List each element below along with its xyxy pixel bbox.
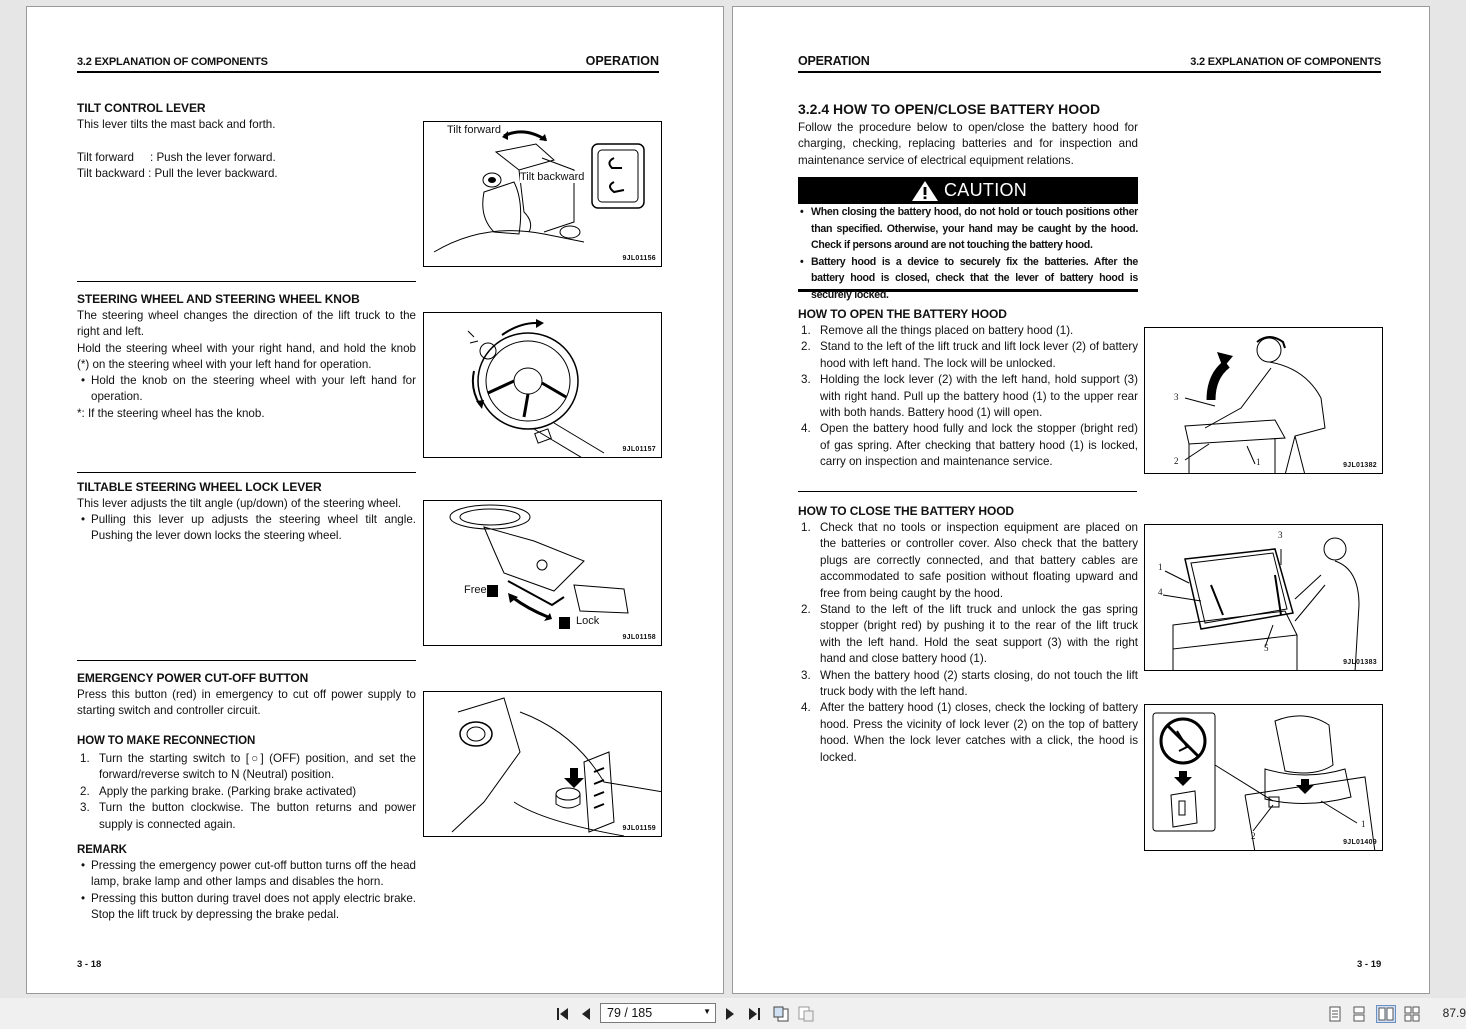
- list-item: • When closing the battery hood, do not hold or touch positions other than specified. Otherwise, your hand may be caught by the hood. Check if persons around are not touching the battery hood.: [800, 206, 1138, 252]
- tiltable-body: This lever adjusts the tilt angle (up/down) of the steering wheel.: [77, 497, 402, 510]
- list-item: 3. Turn the button clockwise. The button returns and power supply is connected again.: [80, 801, 416, 831]
- caution-banner: [798, 177, 1138, 204]
- page-number-field[interactable]: 79 / 185 ▼: [600, 1003, 716, 1023]
- go-forward-view-icon[interactable]: [797, 1006, 815, 1022]
- header-section: 3.2 EXPLANATION OF COMPONENTS: [1190, 56, 1381, 68]
- tiltable-title: TILTABLE STEERING WHEEL LOCK LEVER: [77, 480, 322, 494]
- figure-id: 9JL01159: [622, 825, 656, 832]
- reconnection-steps: [77, 751, 416, 833]
- emergency-figure: [423, 691, 662, 837]
- chevron-down-icon[interactable]: ▼: [703, 1007, 711, 1016]
- left-page: [26, 6, 724, 994]
- tiltable-bullets: [77, 512, 416, 545]
- section-title: 3.2.4 HOW TO OPEN/CLOSE BATTERY HOOD: [798, 101, 1101, 117]
- remark-list: [77, 858, 416, 924]
- callout-number: 4: [1158, 587, 1163, 597]
- list-item: 3. When the battery hood (2) starts closing, do not touch the lift truck body with the left hand.: [801, 668, 1138, 699]
- tiltable-figure: [423, 500, 662, 646]
- caution-text: [798, 204, 1138, 301]
- header-section: 3.2 EXPLANATION OF COMPONENTS: [77, 56, 268, 68]
- tilt-lever-title: TILT CONTROL LEVER: [77, 101, 206, 115]
- list-item: • Pressing this button during travel does not apply electric brake. Stop the lift truck by depressing the brake pedal.: [81, 891, 416, 922]
- callout-number: 2: [1174, 456, 1179, 466]
- right-page: [732, 6, 1430, 994]
- header-chapter: OPERATION: [585, 54, 659, 68]
- list-item: 2. Stand to the left of the lift truck and unlock the gas spring stopper (bright red) by pushing it to the rear of the lift truck with the left hand. Hold the seat support (3) with the right hand and close battery hood (1).: [801, 603, 1138, 666]
- remark-title: REMARK: [77, 844, 127, 856]
- list-item: 3. Holding the lock lever (2) with the left hand, hold support (3) with right hand. Pull up the battery hood (1) to the upper rear with both hands. Battery hood (1) will open.: [801, 373, 1138, 420]
- divider: [798, 491, 1137, 492]
- callout-number: 2: [1251, 831, 1256, 841]
- divider: [77, 472, 416, 473]
- list-item: 1. Turn the starting switch to [○] (OFF) position, and set the forward/reverse switch to N (Neutral) position.: [80, 752, 416, 782]
- reconnection-title: HOW TO MAKE RECONNECTION: [77, 735, 256, 747]
- list-item: 1. Remove all the things placed on battery hood (1).: [801, 324, 1074, 337]
- callout-number: 1: [1361, 819, 1366, 829]
- continuous-facing-view-icon[interactable]: [1404, 1006, 1420, 1022]
- steering-p1: The steering wheel changes the direction of the lift truck to the right and left.: [77, 309, 416, 339]
- steering-title: STEERING WHEEL AND STEERING WHEEL KNOB: [77, 292, 360, 306]
- lock-lever-figure: [1144, 704, 1383, 851]
- warning-icon: [911, 180, 939, 202]
- single-page-view-icon[interactable]: [1328, 1006, 1342, 1022]
- first-page-icon[interactable]: [556, 1007, 570, 1021]
- next-page-icon[interactable]: [724, 1007, 736, 1021]
- tilt-forward-text: Tilt forward : Push the lever forward.: [77, 151, 276, 164]
- free-label: Free: [464, 584, 487, 596]
- figure-id: 9JL01156: [622, 255, 656, 262]
- divider: [77, 660, 416, 661]
- previous-page-icon[interactable]: [580, 1007, 592, 1021]
- emergency-title: EMERGENCY POWER CUT-OFF BUTTON: [77, 671, 309, 685]
- figure-id: 9JL01383: [1343, 659, 1377, 666]
- list-item: • Pulling this lever up adjusts the steering wheel tilt angle. Pushing the lever down locks the steering wheel.: [81, 513, 416, 543]
- open-hood-figure: [1144, 327, 1383, 474]
- emergency-body: Press this button (red) in emergency to cut off power supply to starting switch and controller circuit.: [77, 688, 416, 718]
- tilt-backward-text: Tilt backward : Pull the lever backward.: [77, 167, 278, 180]
- tilt-lever-figure: [423, 121, 662, 267]
- steering-note: *: If the steering wheel has the knob.: [77, 407, 265, 420]
- tilt-backward-label: Tilt backward: [520, 171, 585, 183]
- steering-p2: Hold the steering wheel with your right hand, and hold the knob (*) on the steering wheel with your left hand for operation.: [77, 342, 416, 372]
- figure-id: 9JL01382: [1343, 462, 1377, 469]
- list-item: 2. Apply the parking brake. (Parking brake activated): [80, 784, 357, 798]
- open-hood-title: HOW TO OPEN THE BATTERY HOOD: [798, 307, 1007, 321]
- list-item: 4. Open the battery hood fully and lock the stopper (bright red) of gas spring. After checking that battery hood (1) is locked, carry on inspection and maintenance service.: [801, 422, 1138, 469]
- steering-figure: [423, 312, 662, 458]
- tilt-lever-body: This lever tilts the mast back and forth.: [77, 118, 276, 131]
- callout-number: 1: [1158, 562, 1163, 572]
- callout-number: 1: [1256, 457, 1261, 467]
- lock-label: Lock: [576, 615, 600, 627]
- tilt-forward-label: Tilt forward: [447, 124, 501, 136]
- viewer-toolbar: [0, 998, 1466, 1029]
- caution-label: CAUTION: [944, 180, 1028, 200]
- close-hood-steps: [798, 520, 1138, 766]
- section-intro: Follow the procedure below to open/close the battery hood for charging, checking, replacing batteries and for inspection and maintenance service of electrical equipment relations.: [798, 121, 1138, 167]
- close-hood-figure: [1144, 524, 1383, 671]
- list-item: • Battery hood is a device to securely fix the batteries. After the battery hood is closed, check that the lever of battery hood is securely locked.: [800, 255, 1138, 301]
- continuous-view-icon[interactable]: [1352, 1006, 1366, 1022]
- list-item: 4. After the battery hood (1) closes, check the locking of battery hood. Press the vicinity of lock lever (2) on the top of battery hood. When the lock lever catches with a click, the hood is locked.: [801, 701, 1138, 764]
- list-item: • Pressing the emergency power cut-off button turns off the head lamp, brake lamp and other lamps and disables the horn.: [81, 859, 416, 889]
- steering-bullets: [77, 373, 416, 406]
- list-item: 1. Check that no tools or inspection equipment are placed on the batteries or controller cover. Also check that the battery plugs are correctly connected, and that battery cables are accommodated to safe position without floating upward and free from being caught by the hood.: [801, 521, 1138, 600]
- close-hood-title: HOW TO CLOSE THE BATTERY HOOD: [798, 504, 1014, 518]
- page-header: [798, 53, 1381, 73]
- page-number: 3 - 19: [1357, 959, 1382, 970]
- figure-id: 9JL01157: [622, 446, 656, 453]
- facing-pages-view-icon[interactable]: [1376, 1005, 1396, 1023]
- header-chapter: OPERATION: [798, 54, 870, 68]
- go-back-view-icon[interactable]: [772, 1006, 790, 1022]
- callout-number: 3: [1174, 392, 1179, 402]
- divider: [77, 281, 416, 282]
- list-item: • Hold the knob on the steering wheel with your left hand for operation.: [81, 374, 416, 404]
- callout-number: 3: [1278, 530, 1283, 540]
- figure-id: 9JL01409: [1343, 839, 1377, 846]
- list-item: 2. Stand to the left of the lift truck and lift lock lever (2) of battery hood with left hand. The lock will be unlocked.: [801, 340, 1138, 370]
- page-number: 3 - 18: [77, 959, 102, 970]
- zoom-level[interactable]: 87.9: [1442, 1006, 1466, 1020]
- page-header: [77, 53, 659, 73]
- callout-number: 5: [1264, 643, 1269, 653]
- figure-id: 9JL01158: [622, 634, 656, 641]
- last-page-icon[interactable]: [747, 1007, 761, 1021]
- open-hood-steps: [798, 323, 1138, 471]
